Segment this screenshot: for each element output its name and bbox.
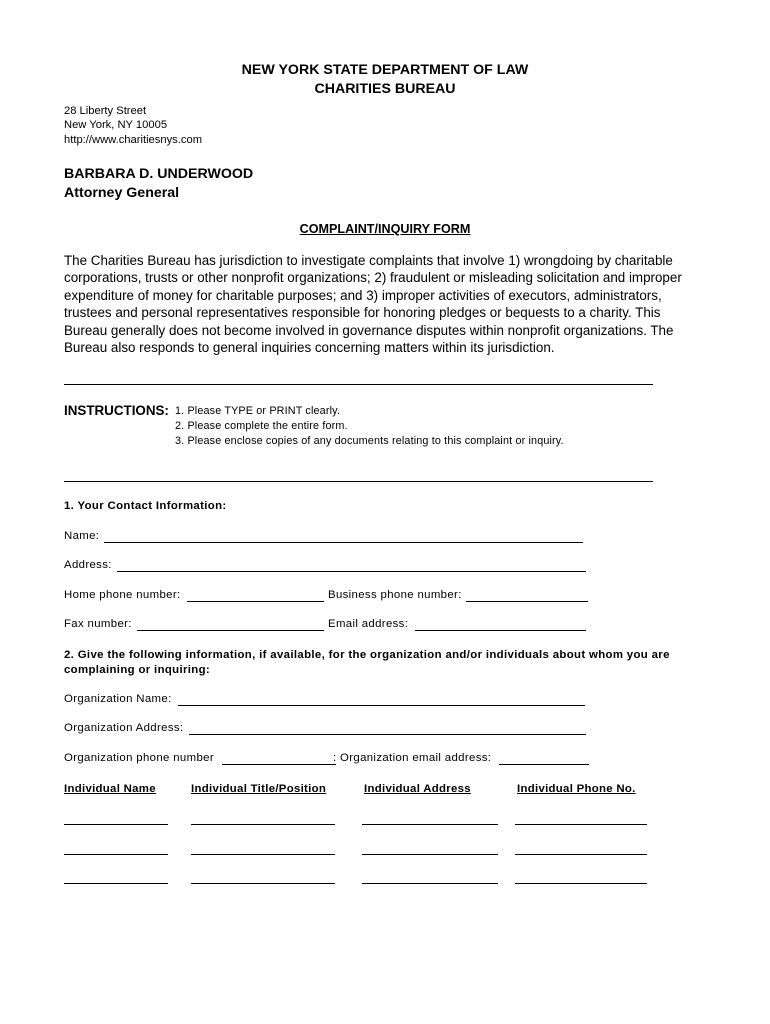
org-email-field[interactable] bbox=[499, 764, 589, 765]
section1-heading: 1. Your Contact Information: bbox=[64, 500, 227, 512]
instructions-heading: INSTRUCTIONS: bbox=[64, 403, 169, 418]
home-phone-label: Home phone number: bbox=[64, 589, 181, 601]
city-state-zip: New York, NY 10005 bbox=[64, 119, 168, 131]
business-phone-label: Business phone number: bbox=[328, 589, 462, 601]
individual-name-field[interactable] bbox=[64, 854, 168, 855]
instruction-item: 3. Please enclose copies of any documents relating to this complaint or inquiry. bbox=[175, 435, 564, 447]
individual-address-field[interactable] bbox=[362, 854, 498, 855]
individual-title-field[interactable] bbox=[191, 883, 335, 884]
individual-name-field[interactable] bbox=[64, 824, 168, 825]
intro-paragraph bbox=[64, 252, 724, 356]
instruction-item: 2. Please complete the entire form. bbox=[175, 420, 348, 432]
street-address: 28 Liberty Street bbox=[64, 105, 147, 117]
individual-phone-field[interactable] bbox=[515, 824, 647, 825]
address-label: Address: bbox=[64, 559, 112, 571]
org-address-label: Organization Address: bbox=[64, 722, 184, 734]
divider-bottom bbox=[64, 481, 653, 482]
address-field[interactable] bbox=[117, 571, 586, 572]
intro-line: The Charities Bureau has jurisdiction to investigate complaints that involve 1) wrongdoing by charitable bbox=[64, 253, 673, 268]
intro-line: trustees and personal representatives responsible for honoring pledges or bequests to a charity. This bbox=[64, 305, 661, 321]
intro-line: Bureau generally does not become involved in governance disputes within nonprofit organizations. The bbox=[64, 322, 674, 338]
fax-field[interactable] bbox=[137, 630, 324, 631]
col-individual-name: Individual Name bbox=[64, 783, 156, 795]
divider-top bbox=[64, 384, 653, 385]
org-address-field[interactable] bbox=[189, 734, 586, 735]
individual-phone-field[interactable] bbox=[515, 854, 647, 855]
intro-line: expenditure of money for charitable purposes; and 3) improper activities of executors, administrators, bbox=[64, 287, 662, 303]
business-phone-field[interactable] bbox=[466, 601, 588, 602]
individual-title-field[interactable] bbox=[191, 854, 335, 855]
department-name: NEW YORK STATE DEPARTMENT OF LAW bbox=[241, 62, 529, 78]
org-phone-field[interactable] bbox=[222, 764, 336, 765]
section2-heading: 2. Give the following information, if available, for the organization and/or individuals about whom you are bbox=[64, 649, 670, 661]
individual-name-field[interactable] bbox=[64, 883, 168, 884]
email-label: Email address: bbox=[328, 618, 409, 630]
email-field[interactable] bbox=[415, 630, 586, 631]
form-title: COMPLAINT/INQUIRY FORM bbox=[299, 222, 471, 236]
intro-line: Bureau also responds to general inquiries concerning matters within its jurisdiction. bbox=[64, 340, 555, 356]
org-name-field[interactable] bbox=[178, 705, 585, 706]
fax-label: Fax number: bbox=[64, 618, 132, 630]
home-phone-field[interactable] bbox=[187, 601, 324, 602]
org-name-label: Organization Name: bbox=[64, 693, 172, 705]
org-phone-label: Organization phone number bbox=[64, 752, 214, 764]
official-title: Attorney General bbox=[64, 185, 180, 201]
individual-address-field[interactable] bbox=[362, 824, 498, 825]
col-individual-address: Individual Address bbox=[364, 783, 471, 795]
org-email-label: : Organization email address: bbox=[333, 752, 492, 764]
website-link[interactable]: http://www.charitiesnys.com bbox=[64, 134, 203, 146]
col-individual-title: Individual Title/Position bbox=[191, 783, 327, 795]
individual-address-field[interactable] bbox=[362, 883, 498, 884]
col-individual-phone: Individual Phone No. bbox=[517, 783, 636, 795]
individual-title-field[interactable] bbox=[191, 824, 335, 825]
bureau-name: CHARITIES BUREAU bbox=[314, 81, 456, 97]
name-label: Name: bbox=[64, 530, 100, 542]
name-field[interactable] bbox=[104, 542, 583, 543]
intro-line: corporations, trusts or other nonprofit organizations; 2) fraudulent or misleading solicitation and improper bbox=[64, 270, 682, 286]
section2-heading-cont: complaining or inquiring: bbox=[64, 664, 211, 676]
official-name: BARBARA D. UNDERWOOD bbox=[64, 166, 254, 182]
instruction-item: 1. Please TYPE or PRINT clearly. bbox=[175, 405, 341, 417]
individual-phone-field[interactable] bbox=[515, 883, 647, 884]
